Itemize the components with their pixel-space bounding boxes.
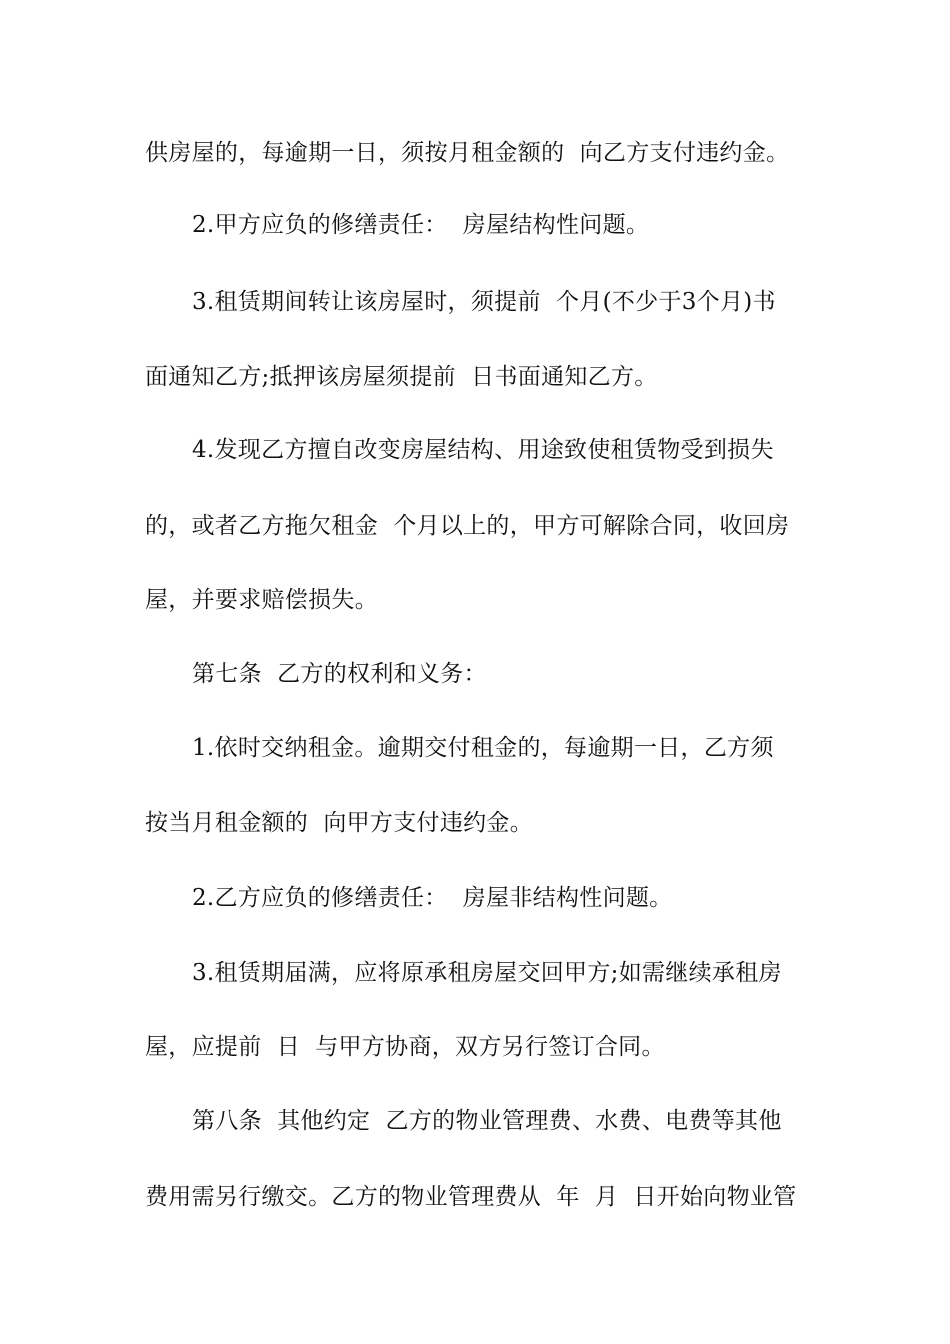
text-line: 面通知乙方;抵押该房屋须提前 日书面通知乙方。 <box>145 364 658 390</box>
section-heading: 第八条 其他约定 乙方的物业管理费、水费、电费等其他 <box>192 1108 782 1134</box>
text-line: 费用需另行缴交。乙方的物业管理费从 年 月 日开始向物业管 <box>145 1184 797 1210</box>
text-line: 2.甲方应负的修缮责任： 房屋结构性问题。 <box>192 212 650 238</box>
text-line: 的，或者乙方拖欠租金 个月以上的，甲方可解除合同，收回房 <box>145 513 790 539</box>
section-heading: 第七条 乙方的权利和义务： <box>192 661 487 687</box>
text-line: 按当月租金额的 向甲方支付违约金。 <box>145 810 534 836</box>
text-line: 2.乙方应负的修缮责任： 房屋非结构性问题。 <box>192 885 673 911</box>
text-line: 3.租赁期间转让该房屋时，须提前 个月(不少于3个月)书 <box>192 289 776 315</box>
text-line: 供房屋的，每逾期一日，须按月租金额的 向乙方支付违约金。 <box>145 140 790 166</box>
text-line: 屋，应提前 日 与甲方协商，双方另行签订合同。 <box>145 1034 665 1060</box>
text-line: 屋，并要求赔偿损失。 <box>145 587 378 613</box>
text-line: 1.依时交纳租金。逾期交付租金的，每逾期一日，乙方须 <box>192 735 774 761</box>
text-line: 4.发现乙方擅自改变房屋结构、用途致使租赁物受到损失 <box>192 437 774 463</box>
text-line: 3.租赁期届满，应将原承租房屋交回甲方;如需继续承租房 <box>192 960 782 986</box>
